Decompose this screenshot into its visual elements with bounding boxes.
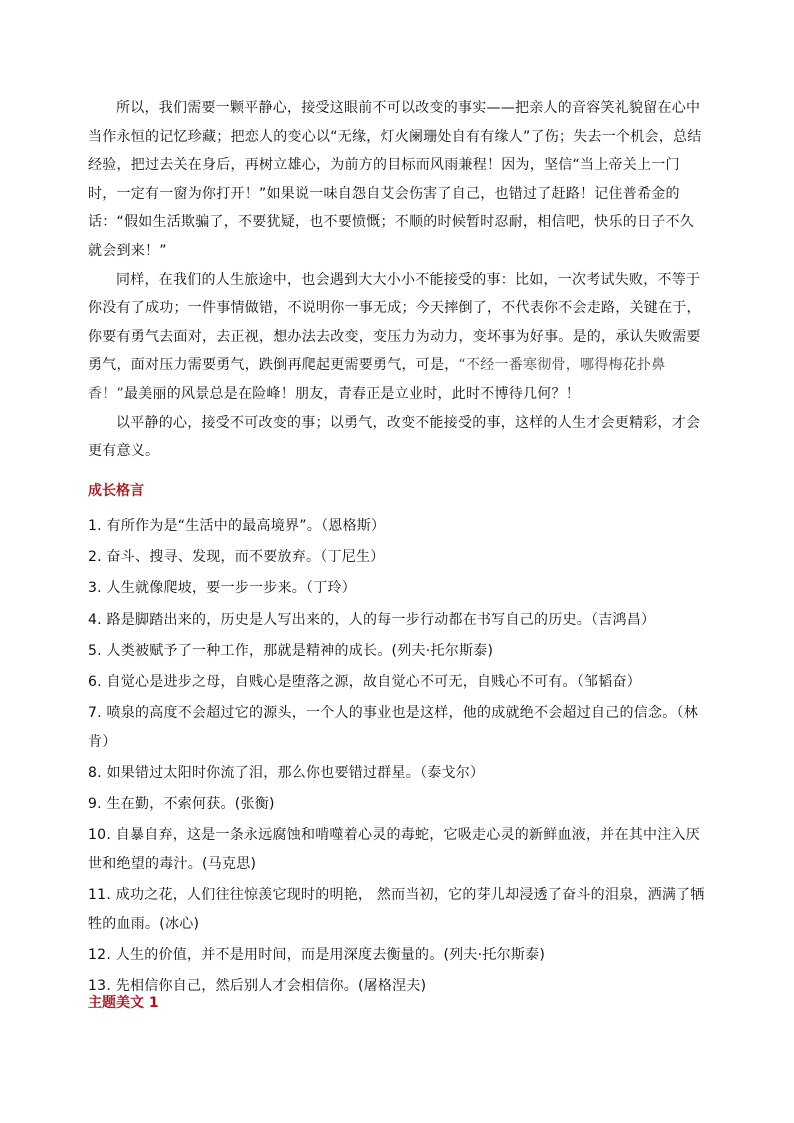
list-item: 6. 自觉心是进步之母，自贱心是堕落之源，故自觉心不可无，自贱心不可有。（邹韬奋） — [88, 673, 642, 690]
list-item: 5. 人类被赋予了一种工作，那就是精神的成长。(列夫·托尔斯泰) — [88, 642, 494, 659]
list-item: 10. 自暴自弃，这是一条永远腐蚀和啃噬着心灵的毒蛇，它吸走心灵的新鲜血液，并在其中注入厌世和绝望的毒汁。(马克思) — [88, 827, 700, 872]
paragraph-3: 以平静的心，接受不可改变的事；以勇气，改变不能接受的事，这样的人生才会更精彩，才会更有意义。 — [88, 414, 701, 460]
list-item: 8. 如果错过太阳时你流了泪，那么你也要错过群星。（泰戈尔） — [88, 764, 485, 781]
paragraph-2-quote: “不经一番寒彻骨，哪得梅花扑鼻香！” — [88, 357, 666, 402]
list-item: 7. 喷泉的高度不会超过它的源头，一个人的事业也是这样，他的成就绝不会超过自己的信念。（林肯） — [88, 705, 699, 750]
paragraph-2 — [88, 266, 708, 409]
paragraph-2-after: 最美丽的风景总是在险峰！朋友，青春正是立业时，此时不博待几何？！ — [124, 385, 581, 402]
list-item: 13. 先相信你自己，然后别人才会相信你。(屠格涅夫) — [88, 978, 427, 995]
list-item: 11. 成功之花，人们往往惊羡它现时的明艳， 然而当初，它的芽儿却浸透了奋斗的泪泉，洒满了牺牲的血雨。(冰心) — [88, 887, 705, 932]
section-heading-theme-essay: 主题美文 1 — [88, 995, 159, 1011]
motto-list — [88, 512, 708, 1003]
list-item: 1. 有所作为是“生活中的最高境界”。（恩格斯） — [88, 518, 386, 534]
paragraph-1: 所以，我们需要一颗平静心，接受这眼前不可以改变的事实——把亲人的音容笑礼貌留在心中当作永恒的记忆珍藏；把恋人的变心以“无缘，灯火阑珊处自有有缘人”了伤；失去一个机会，总结经验，把过去关在身后，再树立雄心，为前方的目标而风雨兼程！因为，坚信“当上帝关上一门时，一定有一窗为你打开！”如果说一味自怨自艾会伤害了自己，也错过了赶路！记住普希金的话：“假如生活欺骗了，不要犹疑，也不要愤慨；不顺的时候暂时忍耐，相信吧，快乐的日子不久就会到来！” — [88, 100, 702, 259]
document-page — [88, 94, 708, 1011]
section-heading-growth-mottos: 成长格言 — [88, 483, 144, 499]
list-item: 2. 奋斗、搜寻、发现，而不要放弃。（丁尼生） — [88, 549, 385, 566]
list-item: 3. 人生就像爬坡，要一步一步来。（丁玲） — [88, 580, 357, 597]
paragraph-2-before: 同样，在我们的人生旅途中，也会遇到大大小小不能接受的事：比如，一次考试失败，不等于你没有了成功；一件事情做错，不说明你一事无成；今天摔倒了，不代表你不会走路，关键在于，你要有勇气去面对，去正视，想办法去改变，变压力为动力，变坏事为好事。是的，承认失败需要勇气，面对压力需要勇气，跌倒再爬起更需要勇气，可是， — [88, 271, 701, 374]
list-item: 9. 生在勤，不索何获。(张衡) — [88, 796, 275, 813]
list-item: 12. 人生的价值，并不是用时间，而是用深度去衡量的。(列夫·托尔斯泰) — [88, 946, 546, 963]
list-item: 4. 路是脚踏出来的，历史是人写出来的，人的每一步行动都在书写自己的历史。（吉鸿昌） — [88, 611, 656, 628]
